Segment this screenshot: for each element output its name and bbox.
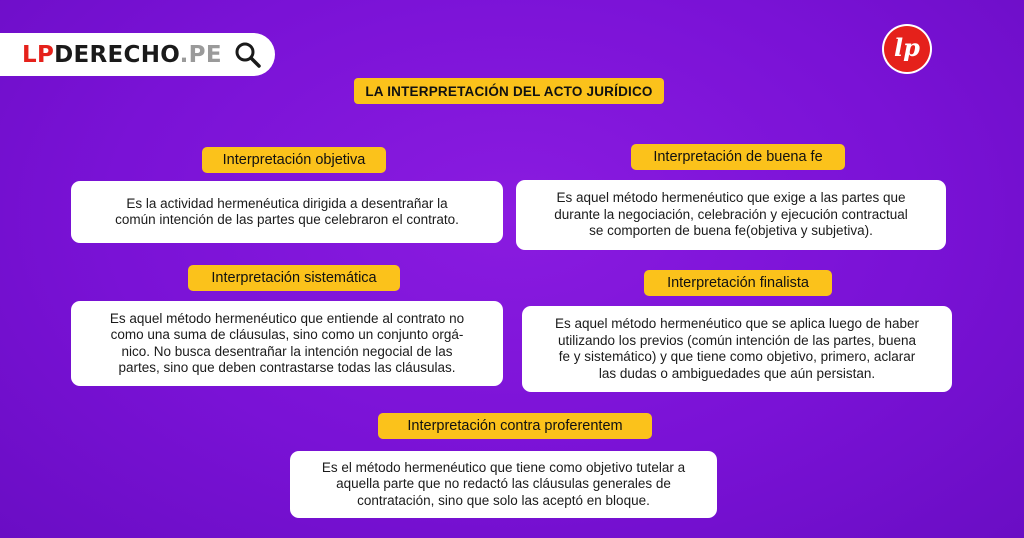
card-text: Es aquel método hermenéutico que se aplica luego de haber utilizando los previos (común intención de las partes, buena fe y sistemático) y que tiene como objetivo, primero, aclarar las dudas o ambiguedades que aún persistan. [555, 316, 919, 381]
card-interpretacion-buena-fe [516, 180, 946, 250]
site-logo[interactable] [0, 33, 275, 76]
card-text: Es la actividad hermenéutica dirigida a desentrañar la común intención de las partes que celebraron el contrato. [115, 195, 459, 227]
logo-wordmark [22, 42, 222, 68]
card-text: Es el método hermenéutico que tiene como objetivo tutelar a aquella parte que no redactó las cláusulas generales de contratación, sino que solo las aceptó en bloque. [321, 459, 686, 508]
label-interpretacion-objetiva: Interpretación objetiva [202, 147, 386, 173]
label-interpretacion-finalista: Interpretación finalista [644, 270, 832, 296]
label-interpretacion-buena-fe: Interpretación de buena fe [631, 144, 845, 170]
card-interpretacion-sistematica [71, 301, 503, 386]
card-interpretacion-finalista [522, 306, 952, 392]
lp-brand-badge [884, 26, 930, 72]
card-text: Es aquel método hermenéutico que exige a las partes que durante la negociación, celebración y ejecución contractual se comporten de buena fe(objetiva y subjetiva). [554, 190, 908, 239]
logo-prefix: LP [22, 41, 55, 68]
label-interpretacion-sistematica: Interpretación sistemática [188, 265, 400, 291]
card-interpretacion-objetiva [71, 181, 503, 243]
badge-text: lp [894, 32, 920, 62]
card-interpretacion-contra-proferentem [290, 451, 717, 518]
diagram-title: LA INTERPRETACIÓN DEL ACTO JURÍDICO [354, 78, 664, 104]
logo-main: DERECHO [54, 41, 180, 68]
search-icon[interactable] [234, 41, 262, 69]
card-text: Es aquel método hermenéutico que entiende al contrato no como una suma de cláusulas, sino como un conjunto orgá- nico. No busca desentrañar la intención negocial de las partes, sino que deben contrastarse todas las cláusulas. [109, 310, 465, 375]
label-interpretacion-contra-proferentem: Interpretación contra proferentem [378, 413, 652, 439]
logo-suffix: .PE [179, 41, 222, 68]
